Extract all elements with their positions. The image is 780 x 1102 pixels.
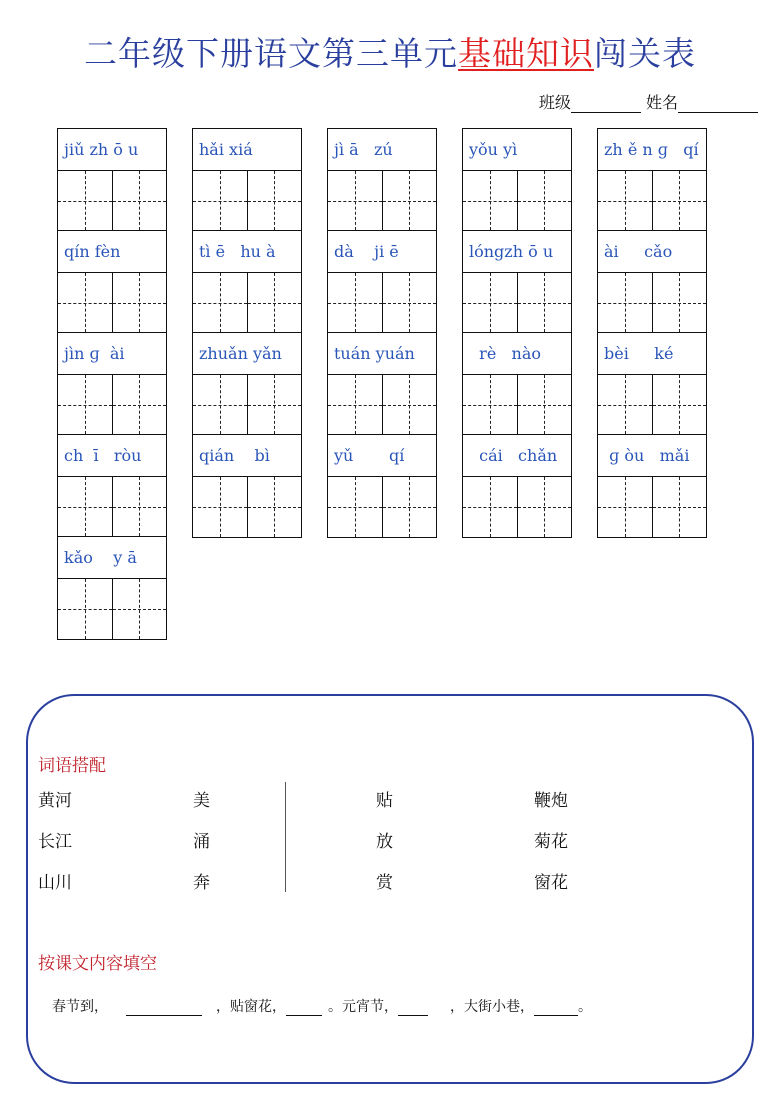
tianzige-cell[interactable] (193, 273, 247, 332)
match-word: 窗花 (534, 873, 568, 893)
writing-grid[interactable] (598, 171, 706, 231)
tianzige-cell[interactable] (328, 477, 382, 537)
tianzige-cell[interactable] (328, 273, 382, 332)
cloze-text: 。元宵节， (328, 999, 398, 1015)
tianzige-cell[interactable] (193, 477, 247, 537)
tianzige-cell[interactable] (382, 171, 437, 230)
writing-grid[interactable] (328, 171, 436, 231)
tianzige-cell[interactable] (247, 375, 302, 434)
tianzige-cell[interactable] (463, 375, 517, 434)
tianzige-cell[interactable] (598, 477, 652, 537)
pinyin-label: ài cǎo (598, 231, 706, 273)
cloze-text: ，大街小巷， (450, 999, 534, 1015)
tianzige-cell[interactable] (247, 171, 302, 230)
tianzige-cell[interactable] (652, 375, 707, 434)
writing-grid[interactable] (598, 273, 706, 333)
cloze-blank[interactable] (126, 1001, 202, 1016)
writing-grid[interactable] (598, 477, 706, 537)
match-word: 长江 (38, 832, 72, 852)
name-label: 姓名 (645, 93, 678, 112)
tianzige-cell[interactable] (652, 273, 707, 332)
writing-grid[interactable] (463, 171, 571, 231)
match-heading: 词语搭配 (38, 756, 106, 776)
tianzige-cell[interactable] (58, 171, 112, 230)
writing-grid[interactable] (58, 375, 166, 435)
cloze-text: 春节到， (52, 999, 108, 1015)
match-word: 菊花 (534, 832, 568, 852)
tianzige-cell[interactable] (112, 477, 167, 536)
match-word: 贴 (376, 791, 393, 811)
tianzige-cell[interactable] (517, 273, 572, 332)
writing-grid[interactable] (58, 477, 166, 537)
tianzige-cell[interactable] (652, 171, 707, 230)
cloze-sentence (52, 996, 592, 1016)
cloze-blank[interactable] (534, 1001, 578, 1016)
tianzige-cell[interactable] (517, 477, 572, 537)
tianzige-cell[interactable] (112, 171, 167, 230)
cloze-text: ，贴窗花， (216, 999, 286, 1015)
match-word: 美 (193, 791, 210, 811)
tianzige-cell[interactable] (463, 477, 517, 537)
tianzige-cell[interactable] (58, 477, 112, 536)
match-word: 鞭炮 (534, 791, 568, 811)
tianzige-cell[interactable] (598, 171, 652, 230)
pinyin-column (57, 128, 167, 640)
pinyin-label: hǎi xiá (193, 129, 301, 171)
tianzige-cell[interactable] (193, 171, 247, 230)
writing-grid[interactable] (463, 273, 571, 333)
cloze-blank[interactable] (398, 1001, 428, 1016)
tianzige-cell[interactable] (517, 375, 572, 434)
tianzige-cell[interactable] (382, 477, 437, 537)
pinyin-column (192, 128, 302, 538)
tianzige-cell[interactable] (58, 375, 112, 434)
tianzige-cell[interactable] (193, 375, 247, 434)
tianzige-cell[interactable] (58, 273, 112, 332)
pinyin-label: lóngzh ō u (463, 231, 571, 273)
writing-grid[interactable] (193, 375, 301, 435)
pinyin-column (327, 128, 437, 538)
name-blank[interactable] (678, 96, 758, 113)
writing-grid[interactable] (328, 273, 436, 333)
tianzige-cell[interactable] (463, 171, 517, 230)
writing-grid[interactable] (463, 477, 571, 537)
tianzige-cell[interactable] (463, 273, 517, 332)
writing-grid[interactable] (193, 273, 301, 333)
tianzige-cell[interactable] (247, 273, 302, 332)
tianzige-cell[interactable] (112, 273, 167, 332)
pinyin-label: zhuǎn yǎn (193, 333, 301, 375)
class-label: 班级 (538, 93, 571, 112)
tianzige-cell[interactable] (112, 375, 167, 434)
pinyin-label: kǎo y ā (58, 537, 166, 579)
match-word: 涌 (193, 832, 210, 852)
tianzige-cell[interactable] (598, 273, 652, 332)
writing-grid[interactable] (598, 375, 706, 435)
pinyin-label: ch ī ròu (58, 435, 166, 477)
tianzige-cell[interactable] (58, 579, 112, 639)
writing-grid[interactable] (58, 171, 166, 231)
pinyin-label: ɡ òu mǎi (598, 435, 706, 477)
match-word: 奔 (193, 873, 210, 893)
tianzige-cell[interactable] (247, 477, 302, 537)
cloze-heading: 按课文内容填空 (38, 954, 157, 974)
writing-grid[interactable] (58, 273, 166, 333)
match-word: 黄河 (38, 791, 72, 811)
page-title: 二年级下册语文第三单元基础知识闯关表 (84, 34, 696, 73)
writing-grid[interactable] (463, 375, 571, 435)
writing-grid[interactable] (58, 579, 166, 639)
pinyin-label: qín fèn (58, 231, 166, 273)
pinyin-label: yǒu yì (463, 129, 571, 171)
pinyin-label: rè nào (463, 333, 571, 375)
pinyin-column (462, 128, 572, 538)
pinyin-label: jìn ɡ ài (58, 333, 166, 375)
pinyin-label: tì ē hu à (193, 231, 301, 273)
pinyin-label: cái chǎn (463, 435, 571, 477)
writing-grid[interactable] (328, 477, 436, 537)
pinyin-label: qián bì (193, 435, 301, 477)
tianzige-cell[interactable] (112, 579, 167, 639)
pinyin-label: dà ji ē (328, 231, 436, 273)
tianzige-cell[interactable] (328, 171, 382, 230)
pinyin-label: zh ě n ɡ qí (598, 129, 706, 171)
match-word: 放 (376, 832, 393, 852)
pinyin-column (597, 128, 707, 538)
tianzige-cell[interactable] (517, 171, 572, 230)
tianzige-cell[interactable] (382, 375, 437, 434)
pinyin-label: tuán yuán (328, 333, 436, 375)
cloze-blank[interactable] (286, 1001, 322, 1016)
writing-grid[interactable] (328, 375, 436, 435)
tianzige-cell[interactable] (598, 375, 652, 434)
writing-grid[interactable] (193, 171, 301, 231)
tianzige-cell[interactable] (652, 477, 707, 537)
tianzige-cell[interactable] (382, 273, 437, 332)
pinyin-label: jiǔ zh ō u (58, 129, 166, 171)
cloze-text: 。 (578, 999, 592, 1015)
class-blank[interactable] (571, 96, 641, 113)
pinyin-label: bèi ké (598, 333, 706, 375)
match-divider (285, 782, 286, 892)
writing-grid[interactable] (193, 477, 301, 537)
pinyin-label: yǔ qí (328, 435, 436, 477)
pinyin-label: jì ā zú (328, 129, 436, 171)
tianzige-cell[interactable] (328, 375, 382, 434)
match-word: 山川 (38, 873, 72, 893)
student-info (539, 90, 758, 113)
match-word: 赏 (376, 873, 393, 893)
